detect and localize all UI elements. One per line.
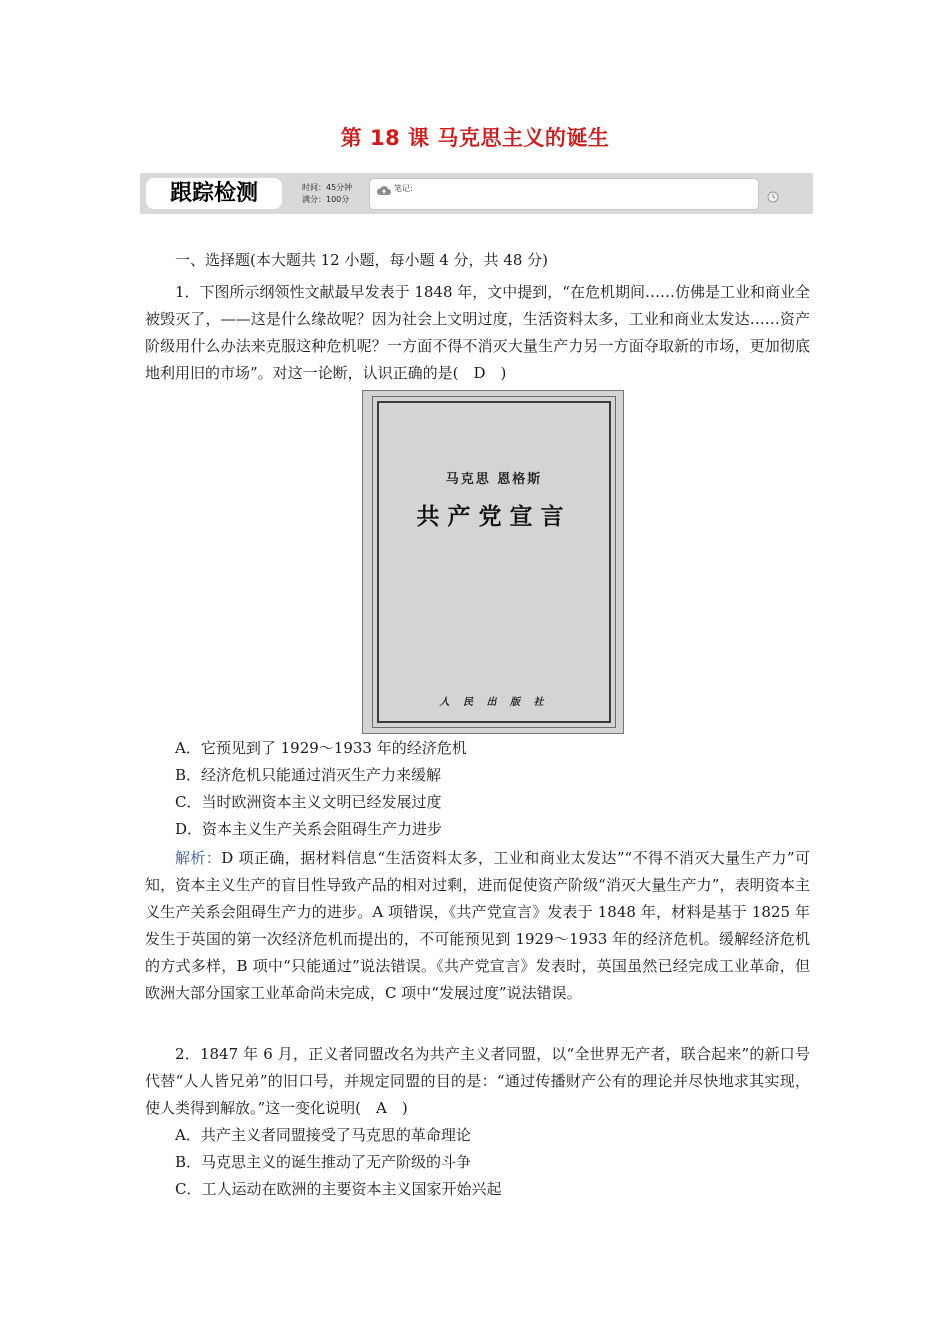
book-cover-image [362,390,624,734]
q1-option-a: A．它预见到了 1929～1933 年的经济危机 [175,739,467,757]
notes-label: 笔记: [394,184,413,193]
question-1-stem: 1．下图所示纲领性文献最早发表于 1848 年，文中提到，“在危机期间……仿佛是工业和商业全被毁灭了，——这是什么缘故呢？因为社会上文明过度，生活资料太多，工业和商业太发达……资产阶级用什么办法来克服这种危机呢？一方面不得不消灭大量生产力另一方面夺取新的市场，更加彻底地利用旧的市场”。对这一论断，认识正确的是( D ) [145,283,810,382]
time-limit: 时间：45分钟 [302,183,353,192]
book-authors: 马克思 恩格斯 [445,472,543,487]
analysis-text: D 项正确，据材料信息“生活资料太多，工业和商业太发达”“不得不消灭大量生产力”可知，资本主义生产的盲目性导致产品的相对过剩，进而促使资产阶级“消灭大量生产力”，表明资本主义生产关系会阻碍生产力的进步。A 项错误，《共产党宣言》发表于 1848 年，材料是基于 1825 年发生于英国的第一次经济危机而提出的，不可能预见到 1929～1933 年的经济危机。缓解经济危机的方式多样，B 项中“只能通过”说法错误。《共产党宣言》发表时，英国虽然已经完成工业革命，但欧洲大部分国家工业革命尚未完成，C 项中“发展过度”说法错误。 [145,849,810,1002]
question-1 [145,279,810,387]
analysis-label: 解析： [175,849,222,867]
tracking-test-banner [140,173,813,214]
full-score: 满分：100分 [302,195,350,204]
cloud-icon [376,182,392,201]
page-title: 第 18 课 马克思主义的诞生 [340,126,610,150]
section-heading: 一、选择题(本大题共 12 小题，每小题 4 分，共 48 分) [175,251,549,269]
book-cover-frame [377,401,611,723]
q2-option-a: A．共产主义者同盟接受了马克思的革命理论 [175,1126,471,1144]
banner-meta [302,182,352,206]
book-publisher: 人 民 出 版 社 [439,697,549,708]
question-2 [145,1041,810,1122]
question-2-stem: 2．1847 年 6 月，正义者同盟改名为共产主义者同盟，以“全世界无产者，联合起来”的新口号代替“人人皆兄弟”的旧口号，并规定同盟的目的是：“通过传播财产公有的理论并尽快地求其实现，使人类得到解放。”这一变化说明( A ) [145,1045,810,1117]
q2-option-c: C．工人运动在欧洲的主要资本主义国家开始兴起 [175,1180,502,1198]
q1-option-c: C．当时欧洲资本主义文明已经发展过度 [175,793,442,811]
notes-field[interactable] [369,178,759,210]
q1-option-d: D．资本主义生产关系会阻碍生产力进步 [175,820,443,838]
banner-label: 跟踪检测 [146,178,282,209]
book-title: 共产党宣言 [416,503,572,530]
question-1-analysis [145,845,810,1007]
clock-icon [767,188,779,207]
q2-option-b: B．马克思主义的诞生推动了无产阶级的斗争 [175,1153,472,1171]
q1-option-b: B．经济危机只能通过消灭生产力来缓解 [175,766,442,784]
